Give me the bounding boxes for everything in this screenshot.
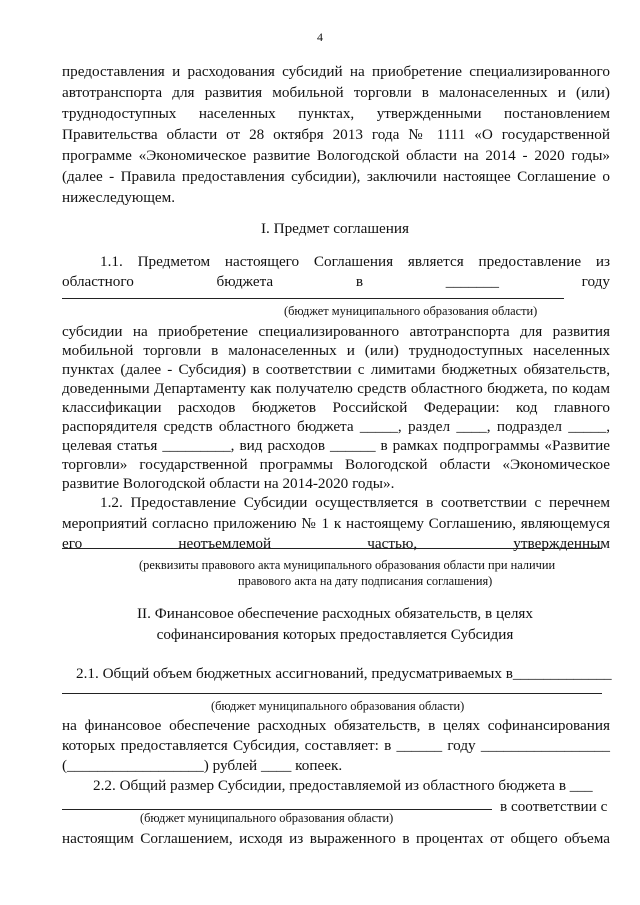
clause-1-1-body: доведенными Департаменту как получателю средств областного бюджета, по кодам: [62, 380, 610, 397]
word: в: [355, 273, 364, 290]
clause-1-1-body: субсидии на приобретение специализированного автотранспорта для развития: [62, 323, 610, 340]
field-caption: (бюджет муниципального образования области): [211, 699, 465, 713]
clause-1-2-line: мероприятий согласно приложению № 1 к настоящему Соглашению, являющемуся: [62, 515, 610, 532]
clause-2-1-body: на финансовое обеспечение расходных обязательств, в целях софинансирования: [62, 717, 610, 734]
clause-1-1-body: пунктах (далее - Субсидия) в соответствии с лимитами бюджетных обязательств,: [62, 361, 610, 378]
fill-in-line: [62, 548, 602, 549]
section-title: II. Финансовое обеспечение расходных обязательств, в целях: [137, 605, 533, 622]
clause-1-1-line: [62, 272, 610, 291]
word: его: [62, 535, 83, 552]
clause-1-1-body: распорядителя средств областного бюджета _____, раздел ____, подраздел _____,: [62, 418, 610, 435]
clause-1-1-body: развитие Вологодской области на 2014-2020 годы».: [62, 475, 395, 492]
section-title: софинансирования которых предоставляется Субсидия: [156, 626, 514, 643]
word: областного: [62, 273, 134, 290]
intro-line: программе «Экономическое развитие Вологодской области на 2014 - 2020 годы»: [62, 147, 610, 164]
clause-1-2-line: [62, 534, 610, 553]
intro-line: (далее - Правила предоставления субсидии), заключили настоящее Соглашение о: [62, 168, 610, 185]
word: году: [581, 273, 610, 290]
field-caption: правового акта на дату подписания соглашения): [238, 574, 493, 588]
word: частью,: [367, 535, 418, 552]
intro-line: предоставления и расходования субсидий на приобретение специализированного: [62, 63, 610, 80]
word: неотъемлемой: [178, 535, 272, 552]
clause-1-2-line: 1.2. Предоставление Субсидии осуществляется в соответствии с перечнем: [100, 494, 610, 511]
clause-2-1-line: 2.1. Общий объем бюджетных ассигнований, предусматриваемых в_____________: [76, 665, 612, 682]
clause-2-2-tail: в соответствии с: [500, 798, 608, 815]
clause-1-1-line: 1.1. Предметом настоящего Соглашения является предоставление из: [100, 253, 610, 270]
word: бюджета: [216, 273, 274, 290]
word: утвержденным: [513, 535, 610, 552]
clause-1-1-body: торговли» государственной программы Вологодской области «Экономическое: [62, 456, 610, 473]
clause-2-2-line: настоящим Соглашением, исходя из выраженного в процентах от общего объема: [62, 830, 610, 847]
field-caption: (бюджет муниципального образования области): [284, 304, 538, 318]
field-caption: (реквизиты правового акта муниципального образования области при наличии: [139, 558, 556, 572]
clause-1-1-body: целевая статья _________, вид расходов ______ в рамках подпрограммы «Развитие: [62, 437, 610, 454]
clause-1-1-body: мобильной торговли в малонаселенных и (или) труднодоступных населенных: [62, 342, 610, 359]
fill-in-line: [62, 693, 602, 694]
clause-2-1-body: (__________________) рублей ____ копеек.: [62, 757, 343, 774]
clause-2-1-body: которых предоставляется Субсидия, составляет: в ______ году _________________: [62, 737, 610, 754]
intro-line: Правительства области от 28 октября 2013 года № 1111 «О государственной: [62, 126, 610, 143]
fill-in-line: [62, 298, 564, 299]
page-number: 4: [317, 30, 323, 44]
section-title: I. Предмет соглашения: [260, 220, 410, 237]
clause-1-1-body: классификации расходов бюджетов Российской Федерации: код главного: [62, 399, 610, 416]
intro-line: труднодоступных населенных пунктах, утвержденными постановлением: [62, 105, 610, 122]
intro-line: автотранспорта для развития мобильной торговли в малонаселенных и (или): [62, 84, 610, 101]
year-blank: _______: [445, 273, 499, 290]
intro-line: нижеследующем.: [62, 189, 176, 206]
field-caption: (бюджет муниципального образования области): [140, 811, 394, 825]
clause-2-2-line: 2.2. Общий размер Субсидии, предоставляемой из областного бюджета в ___: [93, 777, 593, 794]
